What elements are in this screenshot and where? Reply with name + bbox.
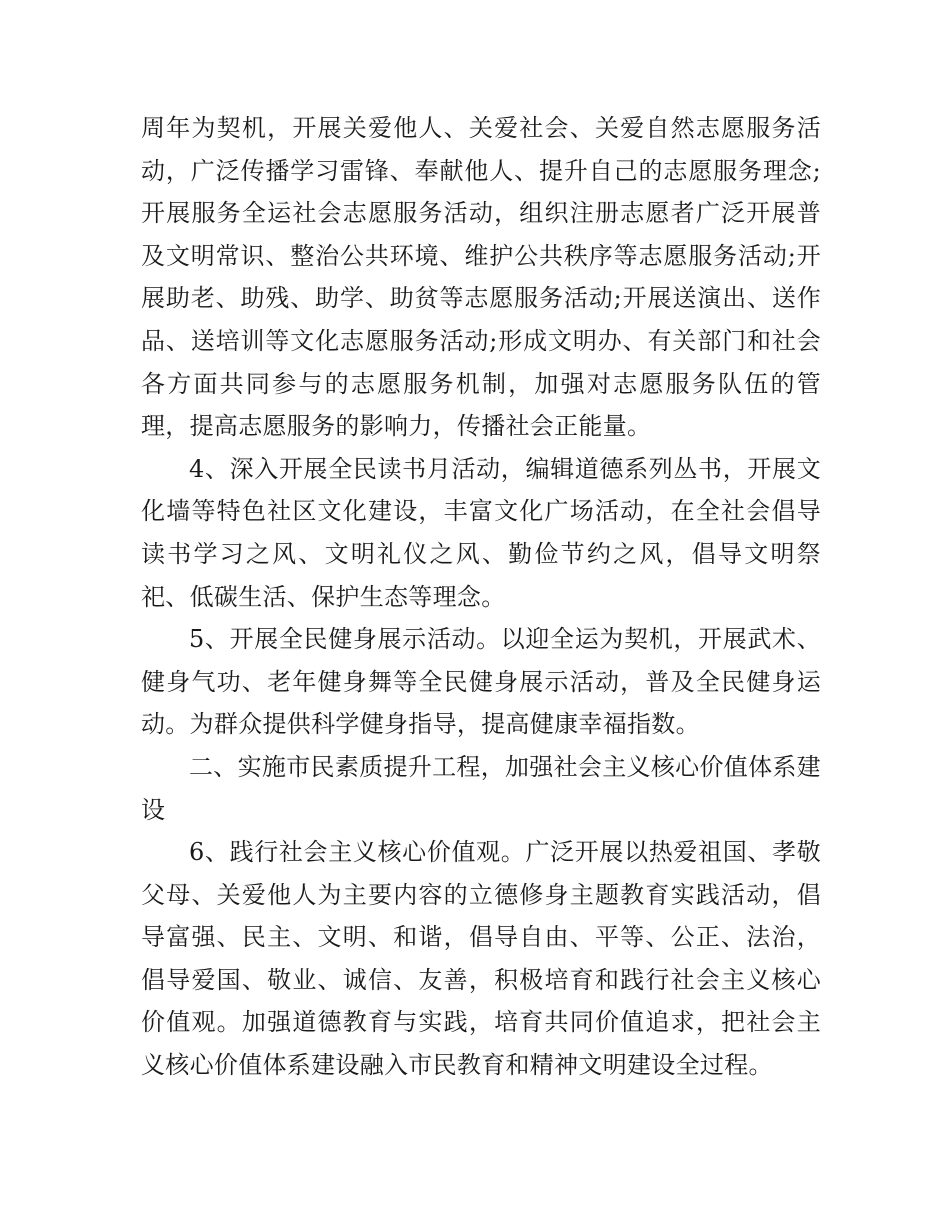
- paragraph-item-5: 5、开展全民健身展示活动。以迎全运为契机，开展武术、健身气功、老年健身舞等全民健身展示活动，普及全民健身运动。为群众提供科学健身指导，提高健康幸福指数。: [141, 625, 821, 739]
- document-body: [141, 107, 821, 1087]
- paragraph-item-6: 6、践行社会主义核心价值观。广泛开展以热爱祖国、孝敬父母、关爱他人为主要内容的立德修身主题教育实践活动，倡导富强、民主、文明、和谐，倡导自由、平等、公正、法治，倡导爱国、敬业、诚信、友善，积极培育和践行社会主义核心价值观。加强道德教育与实践，培育共同价值追求，把社会主义核心价值体系建设融入市民教育和精神文明建设全过程。: [141, 838, 821, 1080]
- paragraph-item-4: 4、深入开展全民读书月活动，编辑道德系列丛书，开展文化墙等特色社区文化建设，丰富文化广场活动，在全社会倡导读书学习之风、文明礼仪之风、勤俭节约之风，倡导文明祭祀、低碳生活、保护生态等理念。: [141, 454, 821, 611]
- section-heading-2: 二、实施市民素质提升工程，加强社会主义核心价值体系建设: [141, 752, 821, 824]
- paragraph-continuation: 周年为契机，开展关爱他人、关爱社会、关爱自然志愿服务活动，广泛传播学习雷锋、奉献他人、提升自己的志愿服务理念;开展服务全运社会志愿服务活动，组织注册志愿者广泛开展普及文明常识、整治公共环境、维护公共秩序等志愿服务活动;开展助老、助残、助学、助贫等志愿服务活动;开展送演出、送作品、送培训等文化志愿服务活动;形成文明办、有关部门和社会各方面共同参与的志愿服务机制，加强对志愿服务队伍的管理，提高志愿服务的影响力，传播社会正能量。: [141, 114, 821, 441]
